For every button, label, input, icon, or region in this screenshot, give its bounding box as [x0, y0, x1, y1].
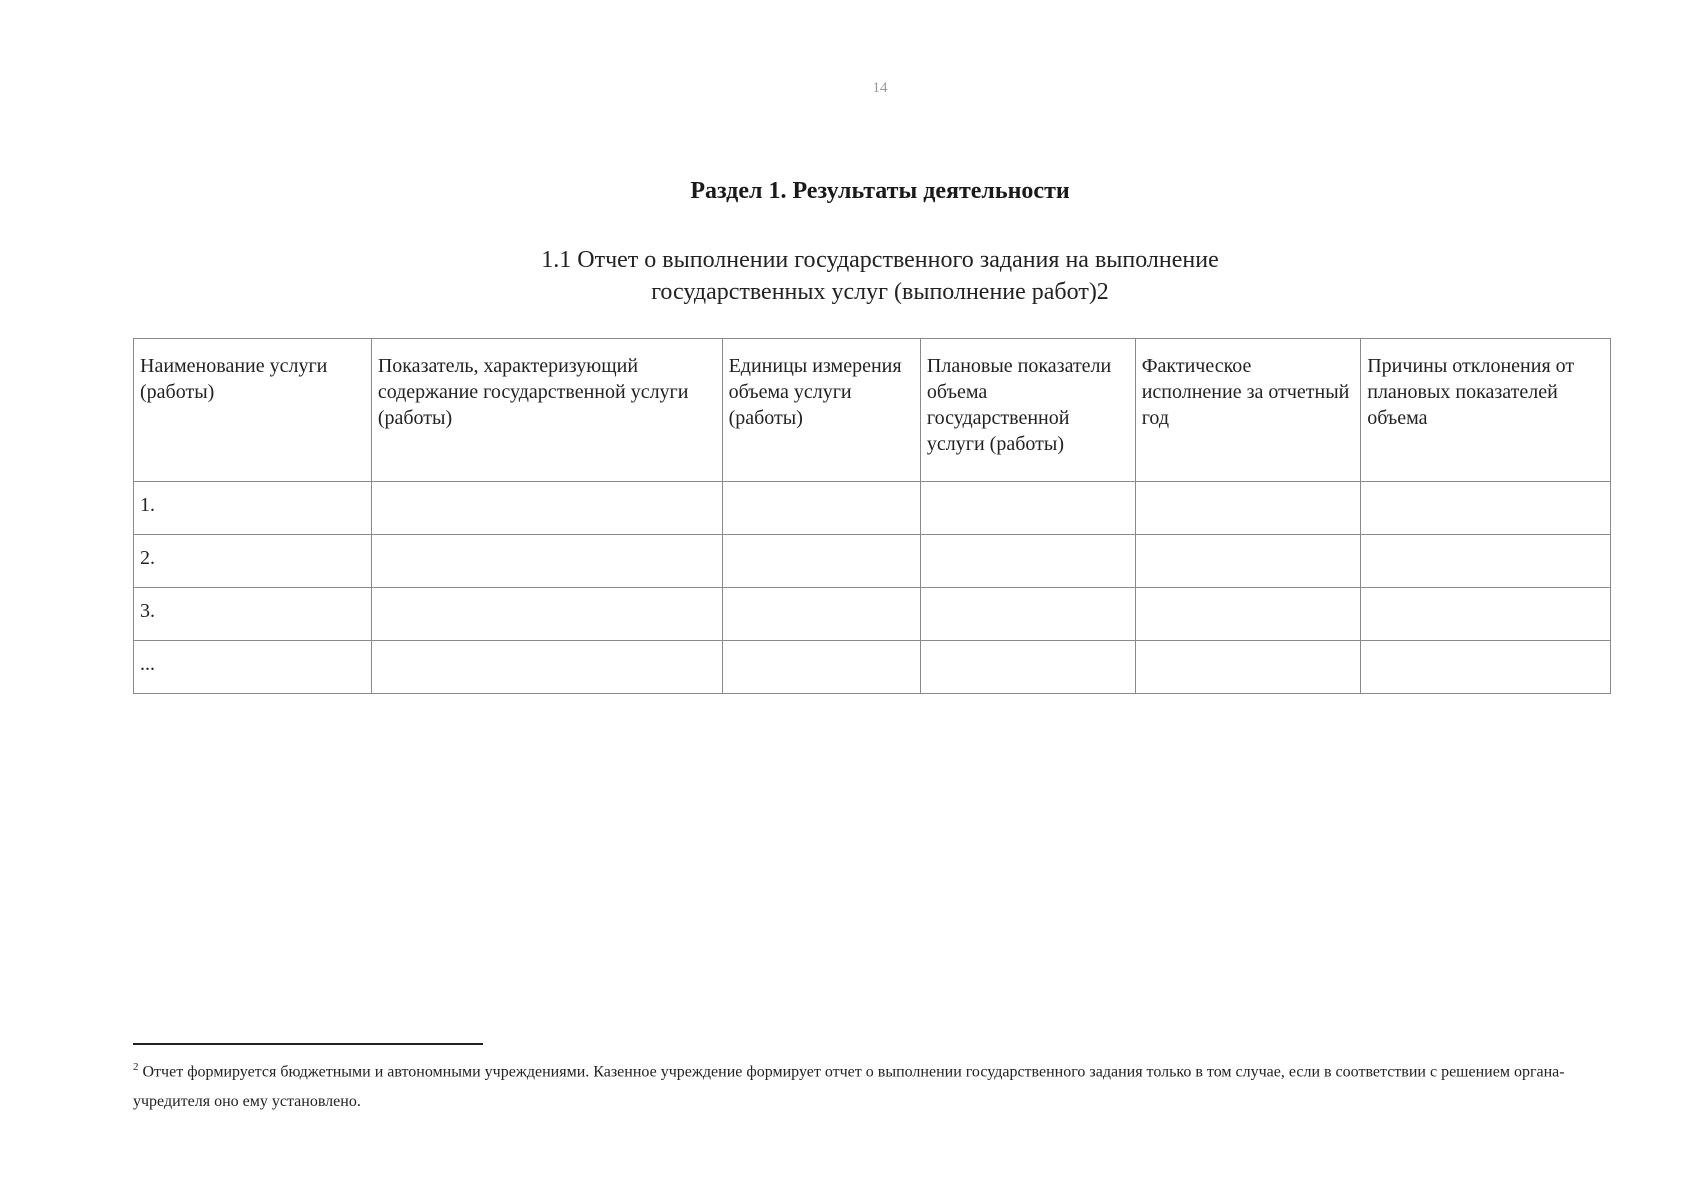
- subtitle-line-2: государственных услуг (выполнение работ)2: [651, 279, 1109, 305]
- footnote-text: Отчет формируется бюджетными и автономными учреждениями. Казенное учреждение формирует отчет о выполнении государственного задания только в том случае, если в соответствии с решением органа-учредителя оно ему установлено.: [133, 1063, 1565, 1111]
- table-cell: [371, 641, 722, 694]
- subtitle-line-1: 1.1 Отчет о выполнении государственного задания на выполнение: [541, 247, 1219, 273]
- footnote-marker: 2: [133, 1061, 139, 1073]
- table-cell: [920, 535, 1135, 588]
- table-header: [134, 339, 1611, 482]
- table-cell: [1361, 641, 1611, 694]
- table-cell: [920, 482, 1135, 535]
- column-header-planned: Плановые показатели объема государственной услуги (работы): [920, 339, 1135, 482]
- table-cell: [1135, 641, 1361, 694]
- table-row: [134, 588, 1611, 641]
- table-cell: [722, 588, 920, 641]
- table-cell: [371, 588, 722, 641]
- footnote-divider: [133, 1043, 483, 1045]
- table-cell: 2.: [134, 535, 372, 588]
- table-row: [134, 482, 1611, 535]
- table-body: [134, 482, 1611, 694]
- table-cell: [1135, 535, 1361, 588]
- table-cell: [1361, 482, 1611, 535]
- table-cell: 3.: [134, 588, 372, 641]
- column-header-service-name: Наименование услуги (работы): [134, 339, 372, 482]
- table-cell: 1.: [134, 482, 372, 535]
- table-row: [134, 535, 1611, 588]
- table-row: [134, 641, 1611, 694]
- table-cell: [722, 641, 920, 694]
- table-cell: [722, 482, 920, 535]
- header-row: [134, 339, 1611, 482]
- column-header-units: Единицы измерения объема услуги (работы): [722, 339, 920, 482]
- table-cell: [1135, 588, 1361, 641]
- page-number: 14: [872, 80, 888, 96]
- table-cell: [1361, 535, 1611, 588]
- footnote: [133, 1052, 1611, 1117]
- section-title: Раздел 1. Результаты деятельности: [690, 178, 1070, 204]
- report-table: [133, 338, 1611, 694]
- column-header-indicator: Показатель, характеризующий содержание государственной услуги (работы): [371, 339, 722, 482]
- table-cell: [371, 535, 722, 588]
- table-cell: [920, 588, 1135, 641]
- column-header-actual: Фактическое исполнение за отчетный год: [1135, 339, 1361, 482]
- column-header-deviation-reasons: Причины отклонения от плановых показателей объема: [1361, 339, 1611, 482]
- report-subtitle: [0, 244, 1697, 308]
- table-cell: [1361, 588, 1611, 641]
- table-cell: [371, 482, 722, 535]
- table-cell: [920, 641, 1135, 694]
- table-cell: [1135, 482, 1361, 535]
- table-cell: ...: [134, 641, 372, 694]
- table-cell: [722, 535, 920, 588]
